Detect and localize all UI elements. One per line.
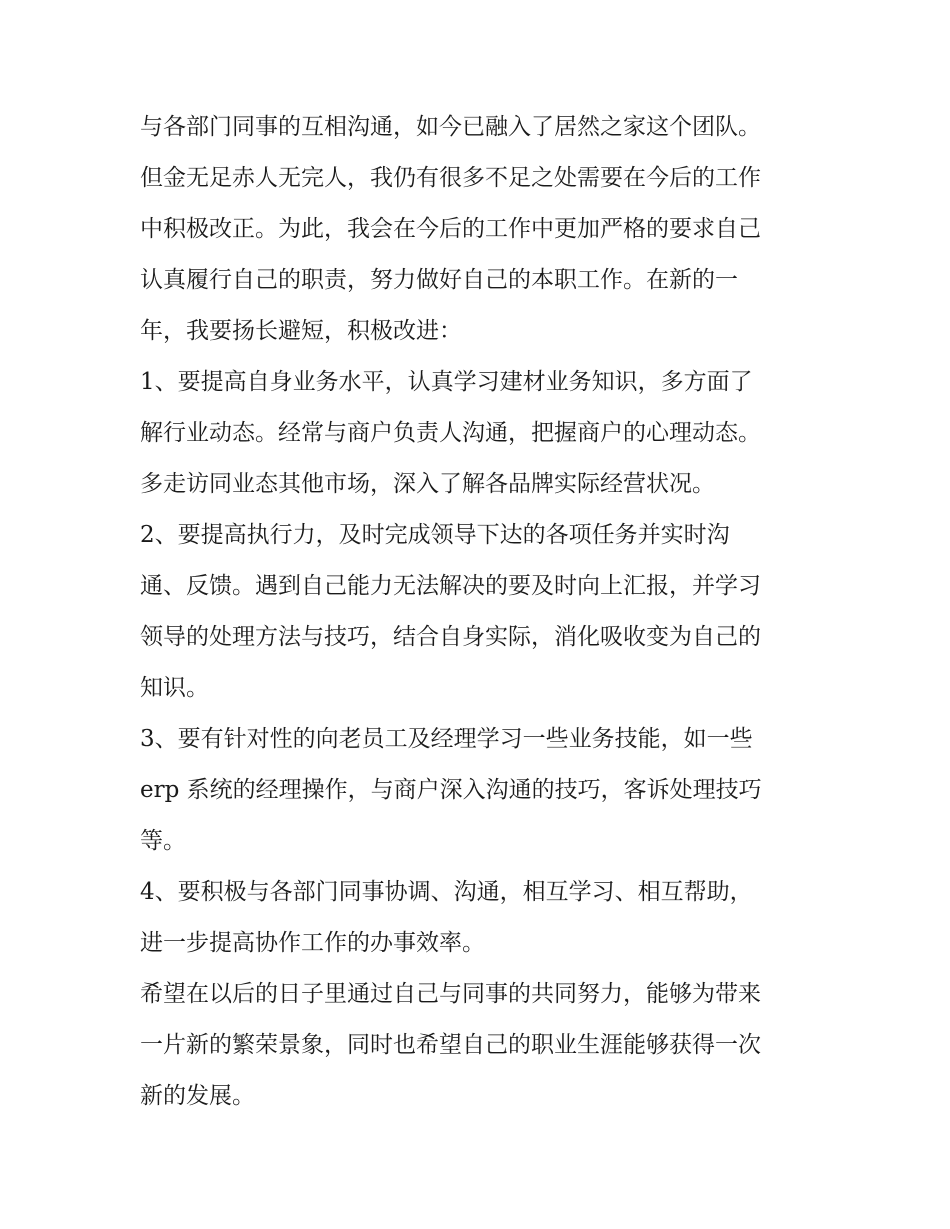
list-item-3-line: 3、要有针对性的向老员工及经理学习一些业务技能，如一些 (140, 726, 753, 752)
list-item-1-line: 1、要提高自身业务水平，认真学习建材业务知识，多方面了 (140, 369, 753, 395)
text-line: 认真履行自己的职责，努力做好自己的本职工作。在新的一 (140, 267, 738, 293)
list-item-4-line: 4、要积极与各部门同事协调、沟通，相互学习、相互帮助， (140, 879, 753, 905)
list-item-1-line: 解行业动态。经常与商户负责人沟通，把握商户的心理动态。 (140, 420, 761, 446)
list-item-4-line: 进一步提高协作工作的办事效率。 (140, 930, 485, 956)
list-item-2-line: 知识。 (140, 675, 209, 701)
text-line: 中积极改正。为此，我会在今后的工作中更加严格的要求自己 (140, 216, 761, 242)
list-item-3-line: 等。 (140, 828, 186, 854)
closing-line: 一片新的繁荣景象，同时也希望自己的职业生涯能够获得一次 (140, 1032, 761, 1058)
list-item-1-line: 多走访同业态其他市场，深入了解各品牌实际经营状况。 (140, 471, 715, 497)
document-body (140, 102, 820, 1122)
text-line: 但金无足赤人无完人，我仍有很多不足之处需要在今后的工作 (140, 165, 761, 191)
list-item-2-line: 2、要提高执行力，及时完成领导下达的各项任务并实时沟 (140, 522, 730, 548)
list-item-2-line: 通、反馈。遇到自己能力无法解决的要及时向上汇报，并学习 (140, 573, 761, 599)
closing-line: 新的发展。 (140, 1083, 255, 1109)
text-line: 年，我要扬长避短，积极改进： (140, 318, 462, 344)
closing-line: 希望在以后的日子里通过自己与同事的共同努力，能够为带来 (140, 981, 761, 1007)
list-item-2-line: 领导的处理方法与技巧，结合自身实际，消化吸收变为自己的 (140, 624, 761, 650)
list-item-3-line: erp 系统的经理操作，与商户深入沟通的技巧，客诉处理技巧 (140, 777, 762, 803)
text-line: 与各部门同事的互相沟通，如今已融入了居然之家这个团队。 (140, 114, 761, 140)
